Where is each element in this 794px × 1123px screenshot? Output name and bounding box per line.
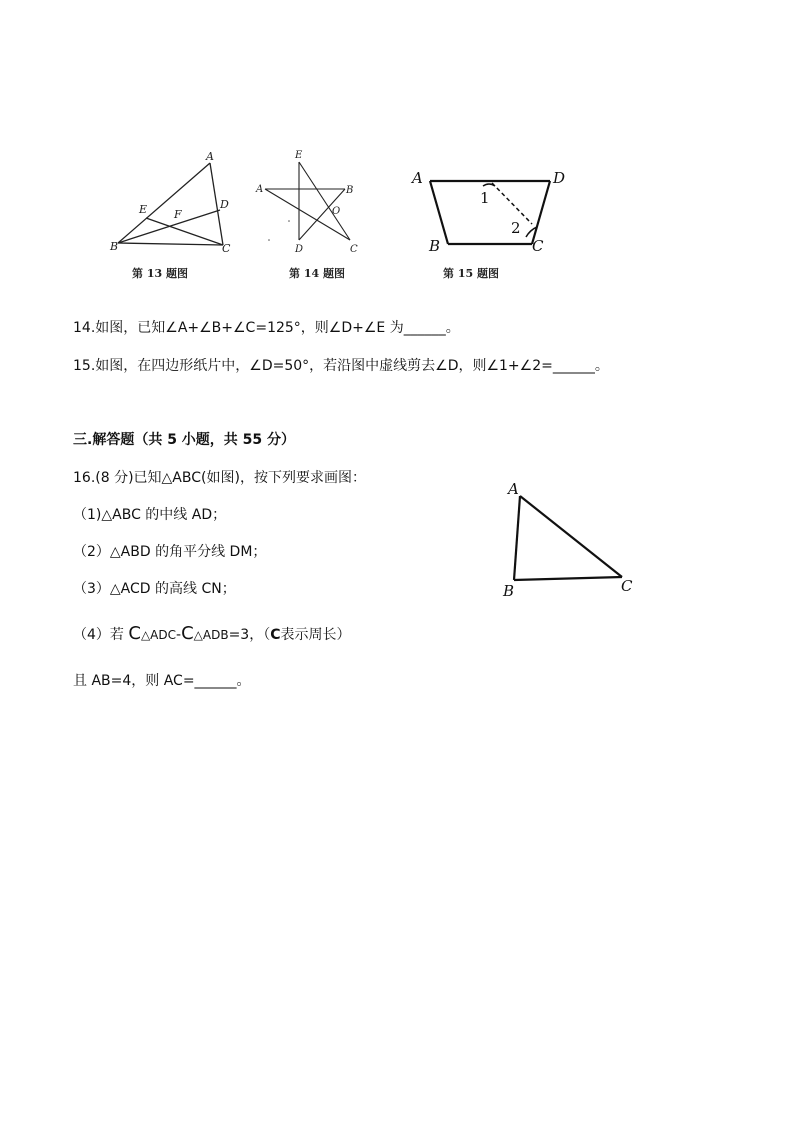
figure-15-diagram <box>410 165 575 260</box>
label-A: A <box>206 150 214 163</box>
figure-14-caption: 第 14 题图 <box>289 267 345 280</box>
label-E: E <box>295 150 303 161</box>
figure-16-diagram <box>500 478 645 603</box>
label-B: B <box>346 185 354 196</box>
perimeter-symbol: C <box>181 623 194 644</box>
label-C: C <box>222 242 231 255</box>
label-E: E <box>139 203 148 216</box>
label-2: 2 <box>511 219 521 237</box>
figure-15 <box>410 165 575 260</box>
question-15: 15.如图，在四边形纸片中，∠D=50°，若沿图中虚线剪去∠D，则∠1+∠2=______。 <box>73 358 609 374</box>
triangle-adc: △ADC <box>140 628 176 642</box>
label-C: C <box>350 244 358 255</box>
triangle-adb: △ADB <box>193 628 229 642</box>
label-B: B <box>429 237 441 255</box>
label-C: C <box>621 577 633 595</box>
question-14: 14.如图，已知∠A+∠B+∠C=125°，则∠D+∠E 为______。 <box>73 320 460 336</box>
question-16-item-2: （2）△ABD 的角平分线 DM； <box>73 544 267 560</box>
figure-13-caption: 第 13 题图 <box>132 267 188 280</box>
label-B: B <box>110 240 119 253</box>
label-D: D <box>295 244 304 255</box>
label-F: F <box>174 208 182 221</box>
item-4-equals: =3，（ <box>228 627 271 643</box>
figure-13 <box>110 148 240 258</box>
label-B: B <box>503 582 515 600</box>
label-D: D <box>553 169 566 187</box>
minus-sign: - <box>176 627 182 643</box>
figure-15-caption: 第 15 题图 <box>443 267 499 280</box>
question-16-item-3: （3）△ACD 的高线 CN； <box>73 581 236 597</box>
perimeter-bold-symbol: C <box>270 627 281 643</box>
figure-16 <box>500 478 645 603</box>
perimeter-symbol: C <box>128 623 141 644</box>
label-C: C <box>532 237 544 255</box>
question-16-item-4 <box>73 623 350 644</box>
figure-13-diagram <box>110 148 240 258</box>
question-16-intro: 16.(8 分)已知△ABC(如图)，按下列要求画图： <box>73 470 366 486</box>
figure-14 <box>255 148 370 258</box>
figure-14-diagram <box>255 148 370 258</box>
label-A: A <box>256 184 264 195</box>
label-A: A <box>508 480 519 498</box>
label-D: D <box>220 198 229 211</box>
question-16-item-1: （1)△ABC 的中线 AD； <box>73 507 227 523</box>
label-1: 1 <box>480 189 490 207</box>
item-4-prefix: （4）若 <box>73 627 129 643</box>
item-4-tail: 表示周长） <box>280 627 351 643</box>
label-A: A <box>412 169 423 187</box>
section-heading: 三.解答题（共 5 小题，共 55 分） <box>73 432 296 448</box>
question-16-last: 且 AB=4，则 AC=______。 <box>73 673 251 689</box>
label-O: O <box>332 206 341 217</box>
